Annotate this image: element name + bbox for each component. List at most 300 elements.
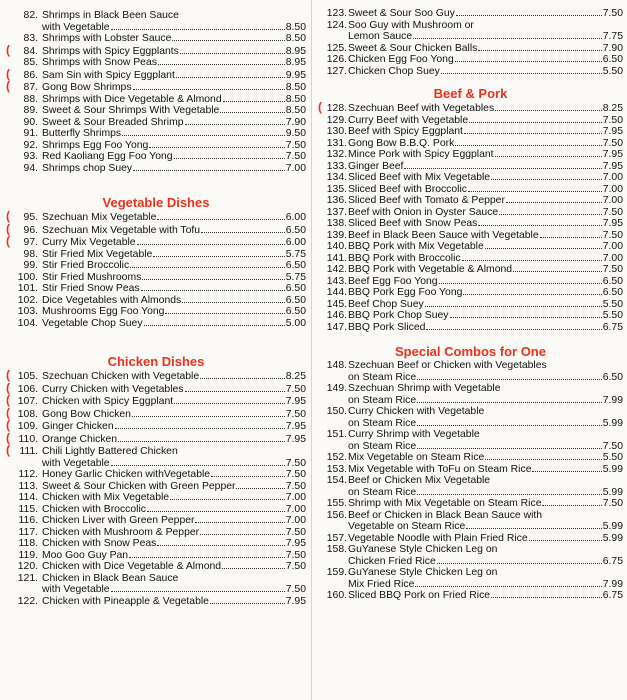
- item-number: 104.: [17, 317, 38, 329]
- item-number: 87.: [23, 82, 38, 93]
- menu-column-right: [318, 0, 623, 602]
- menu-item: [6, 33, 306, 45]
- dot-leader: [132, 415, 285, 417]
- item-name: Beef Chop Suey: [348, 298, 424, 310]
- item-name: Curry Chicken with Vegetable: [348, 406, 485, 417]
- item-price: 5.99: [602, 521, 623, 532]
- item-price: 7.50: [602, 206, 623, 218]
- dot-leader: [236, 487, 284, 489]
- menu-item: [6, 94, 306, 106]
- item-price: 6.50: [285, 306, 306, 317]
- item-number: 110.: [18, 433, 38, 445]
- item-price: 5.99: [602, 532, 623, 544]
- dot-leader: [165, 312, 284, 314]
- item-name: BBQ Pork with Mix Vegetable: [348, 241, 484, 252]
- item-price: 7.95: [285, 433, 306, 445]
- dot-leader: [129, 556, 285, 558]
- menu-item: [318, 287, 623, 299]
- item-price: 6.50: [602, 54, 623, 65]
- menu-item: [318, 498, 623, 510]
- item-number: 86.: [23, 69, 38, 81]
- dot-leader: [495, 109, 602, 111]
- item-number: 116.: [18, 515, 38, 526]
- item-name: Red Kaoliang Egg Foo Yong: [42, 151, 173, 162]
- item-name-continued: Chicken Fried Rice: [348, 555, 436, 567]
- dot-leader: [144, 324, 285, 326]
- item-number: 99.: [23, 260, 38, 271]
- dot-leader: [157, 544, 284, 546]
- item-name: Curry Beef with Vegetable: [348, 114, 469, 126]
- item-price: 7.00: [602, 241, 623, 252]
- dot-leader: [122, 134, 285, 136]
- column-divider: [311, 0, 312, 700]
- dot-leader: [417, 401, 602, 403]
- menu-item: [6, 236, 306, 249]
- item-name: Shrimps with Dice Vegetable & Almond: [42, 93, 222, 105]
- item-number: 83.: [23, 33, 38, 44]
- item-price: 5.75: [285, 248, 306, 260]
- item-number: 153.: [326, 463, 347, 475]
- item-price: 6.75: [602, 321, 623, 333]
- menu-item: [6, 117, 306, 129]
- item-number: 107.: [17, 396, 38, 407]
- menu-item: [6, 10, 306, 33]
- item-number: 130.: [326, 126, 347, 137]
- item-price: 8.50: [285, 21, 306, 33]
- item-name: Soo Guy with Mushroom or: [348, 19, 474, 31]
- item-name: Curry Mix Vegetable: [42, 237, 136, 248]
- menu-item: [318, 264, 623, 276]
- item-price: 7.50: [602, 114, 623, 126]
- vegetable-list: [6, 211, 306, 329]
- item-price: 7.75: [602, 31, 623, 42]
- item-name: Mushrooms Egg Foo Yong: [42, 306, 165, 317]
- item-number: 144.: [326, 287, 347, 298]
- menu-item: [6, 492, 306, 504]
- item-name: Mix Vegetable on Steam Rice: [348, 452, 485, 463]
- dot-leader: [211, 475, 285, 477]
- item-name: Stir Fried Mix Vegetable: [42, 248, 153, 260]
- item-name: Szechuan Shrimp with Vegetable: [348, 383, 501, 394]
- item-price: 5.75: [285, 271, 306, 283]
- menu-item: [318, 406, 623, 429]
- item-name: Chicken Liver with Green Pepper: [42, 515, 195, 526]
- item-price: 7.95: [602, 126, 623, 137]
- item-price: 5.50: [602, 452, 623, 463]
- item-name-continued: Lemon Sauce: [348, 31, 413, 42]
- dot-leader: [174, 157, 285, 159]
- item-name-continued: on Steam Rice: [348, 371, 417, 383]
- item-price: 5.99: [602, 417, 623, 429]
- item-price: 7.50: [602, 229, 623, 241]
- menu-item: [318, 429, 623, 452]
- item-price: 6.50: [602, 371, 623, 383]
- menu-item: [6, 469, 306, 481]
- item-price: 7.50: [285, 549, 306, 561]
- item-price: 5.00: [285, 317, 306, 329]
- item-name: BBQ Pork Egg Foo Yong: [348, 287, 463, 298]
- item-name: Chicken with Broccolic: [42, 503, 146, 515]
- item-number: 157.: [326, 532, 347, 544]
- item-name: Shrimp with Mix Vegetable on Steam Rice: [348, 498, 542, 509]
- dot-leader: [437, 562, 602, 564]
- item-price: 6.50: [285, 283, 306, 294]
- menu-item: [318, 360, 623, 383]
- item-price: 7.50: [285, 383, 306, 395]
- dot-leader: [456, 14, 602, 16]
- item-number: 128.: [326, 103, 347, 114]
- item-name: Sliced Beef with Mix Vegetable: [348, 172, 491, 183]
- spicy-marker-icon: (: [6, 368, 10, 382]
- item-name: Sweet & Sour Shrimps With Vegetable: [42, 105, 220, 116]
- item-number: 102.: [17, 294, 38, 306]
- item-price: 7.50: [602, 498, 623, 509]
- dot-leader: [468, 190, 602, 192]
- item-number: 98.: [23, 248, 38, 260]
- item-number: 119.: [18, 549, 38, 561]
- item-name-continued: Mix Fried Rice: [348, 578, 415, 590]
- menu-item: [6, 283, 306, 295]
- spicy-marker-icon: (: [6, 66, 10, 81]
- item-name: Sam Sin with Spicy Eggplant: [42, 69, 175, 81]
- dot-leader: [417, 493, 602, 495]
- dot-leader: [133, 169, 285, 171]
- dot-leader: [455, 60, 602, 62]
- item-name: Vegetable Noodle with Plain Fried Rice: [348, 532, 528, 544]
- item-number: 122.: [17, 595, 38, 607]
- item-number: 156.: [326, 509, 347, 521]
- dot-leader: [172, 39, 284, 41]
- dot-leader: [499, 213, 602, 215]
- shrimp-list: [6, 10, 306, 174]
- item-price: 7.99: [602, 578, 623, 590]
- item-number: 149.: [326, 383, 347, 394]
- item-price: 7.90: [285, 116, 306, 128]
- item-price: 7.95: [602, 160, 623, 172]
- item-number: 131.: [326, 137, 347, 149]
- dot-leader: [115, 427, 285, 429]
- dot-leader: [118, 440, 285, 442]
- dot-leader: [195, 521, 284, 523]
- dot-leader: [439, 282, 602, 284]
- item-price: 7.50: [602, 440, 623, 452]
- item-price: 7.50: [285, 139, 306, 151]
- dot-leader: [413, 37, 602, 39]
- top-list: [318, 8, 623, 77]
- spicy-marker-icon: (: [6, 221, 10, 236]
- dot-leader: [130, 266, 285, 268]
- chicken-list: [6, 370, 306, 607]
- item-name: Sweet & Sour Chicken with Green Pepper: [42, 480, 236, 492]
- dot-leader: [491, 178, 602, 180]
- item-name: Beef Egg Foo Yong: [348, 275, 438, 287]
- menu-item: [6, 163, 306, 175]
- dot-leader: [506, 201, 602, 203]
- dot-leader: [111, 590, 285, 592]
- item-price: 7.95: [285, 538, 306, 549]
- item-number: 89.: [23, 105, 38, 116]
- menu-item: [318, 590, 623, 602]
- item-number: 117.: [18, 526, 38, 538]
- item-number: 142.: [326, 264, 347, 275]
- item-number: 140.: [326, 241, 347, 252]
- menu-item: [6, 405, 306, 421]
- menu-item: [318, 533, 623, 545]
- item-price: 7.95: [602, 218, 623, 229]
- item-name: Dice Vegetables with Almonds: [42, 294, 182, 306]
- menu-item: [6, 295, 306, 307]
- item-number: 97.: [23, 237, 38, 248]
- item-price: 7.95: [285, 595, 306, 607]
- item-price: 7.95: [602, 149, 623, 160]
- menu-item: [6, 249, 306, 261]
- item-number: 111.: [19, 446, 38, 457]
- dot-leader: [478, 224, 601, 226]
- item-price: 6.75: [602, 555, 623, 567]
- item-number: 112.: [18, 469, 38, 480]
- menu-item: [318, 510, 623, 533]
- menu-item: [6, 211, 306, 224]
- item-name: Chicken with Mushroom & Pepper: [42, 526, 200, 538]
- item-number: 91.: [23, 128, 38, 139]
- menu-item: [318, 475, 623, 498]
- item-name: Moo Goo Guy Pan: [42, 549, 129, 561]
- menu-item: [318, 43, 623, 55]
- item-name: Chicken Egg Foo Yong: [348, 54, 454, 65]
- item-number: 145.: [326, 298, 347, 310]
- menu-item: [6, 221, 306, 237]
- dot-leader: [200, 533, 285, 535]
- menu-item: [318, 322, 623, 334]
- item-number: 147.: [326, 321, 347, 333]
- item-price: 6.00: [285, 237, 306, 248]
- item-number: 108.: [17, 408, 38, 420]
- item-price: 7.50: [285, 151, 306, 162]
- item-name: Beef with Spicy Eggplant: [348, 126, 463, 137]
- item-name: Shrimps with Snow Peas: [42, 57, 157, 68]
- item-number: 94.: [23, 162, 38, 174]
- dot-leader: [111, 28, 285, 30]
- item-name: Shrimps with Lobster Sauce: [42, 33, 172, 44]
- item-name: Sliced Beef with Broccolic: [348, 183, 467, 195]
- dot-leader: [182, 301, 285, 303]
- item-name: Shrimps with Spicy Eggplants: [42, 45, 179, 57]
- menu-item: [318, 115, 623, 127]
- item-number: 118.: [18, 538, 38, 549]
- item-name: Chicken with Dice Vegetable & Almond: [42, 561, 222, 572]
- menu-item: [6, 140, 306, 152]
- item-number: 115.: [18, 503, 38, 515]
- menu-item: [318, 8, 623, 20]
- item-price: 8.50: [285, 93, 306, 105]
- item-name: Curry Shrimp with Vegetable: [348, 429, 480, 440]
- item-price: 6.50: [285, 294, 306, 306]
- dot-leader: [491, 596, 602, 598]
- item-name-continued: with Vegetable: [42, 21, 110, 33]
- dot-leader: [426, 328, 601, 330]
- menu-item: [318, 172, 623, 184]
- item-name-continued: Vegetable on Steam Rice: [348, 521, 466, 532]
- item-number: 105.: [17, 371, 38, 382]
- menu-item: [318, 310, 623, 322]
- item-price: 8.95: [285, 57, 306, 68]
- item-price: 7.90: [602, 42, 623, 54]
- item-price: 7.50: [285, 457, 306, 469]
- item-name-continued: on Steam Rice: [348, 417, 417, 429]
- item-number: 113.: [18, 480, 38, 492]
- item-number: 125.: [326, 42, 347, 54]
- item-name: Beef or Chicken in Black Bean Sauce with: [348, 509, 543, 521]
- item-number: 152.: [326, 452, 347, 463]
- dot-leader: [417, 378, 602, 380]
- dot-leader: [111, 464, 285, 466]
- dot-leader: [147, 510, 285, 512]
- item-number: 126.: [326, 54, 347, 65]
- menu-item: [6, 573, 306, 596]
- combo-list: [318, 360, 623, 602]
- menu-item: [318, 207, 623, 219]
- menu-item: [6, 81, 306, 94]
- item-name: Chicken with Mix Vegetable: [42, 492, 170, 503]
- item-number: 124.: [326, 19, 347, 31]
- menu-item: [318, 452, 623, 464]
- item-number: 133.: [326, 160, 347, 172]
- spicy-marker-icon: (: [6, 405, 10, 420]
- dot-leader: [176, 76, 285, 78]
- item-price: 9.50: [285, 128, 306, 139]
- dot-leader: [529, 539, 602, 541]
- menu-item: [318, 241, 623, 253]
- dot-leader: [478, 49, 601, 51]
- menu-item: [6, 306, 306, 318]
- item-price: 6.00: [285, 212, 306, 223]
- section-title-vegetable: Vegetable Dishes: [102, 195, 210, 210]
- spicy-marker-icon: (: [6, 380, 10, 395]
- item-name: Mince Pork with Spicy Eggplant: [348, 149, 494, 160]
- menu-item: [318, 20, 623, 43]
- menu-item: [6, 105, 306, 117]
- item-name: Chicken Chop Suey: [348, 65, 440, 77]
- item-price: 5.50: [602, 65, 623, 77]
- item-number: 155.: [326, 498, 347, 509]
- item-name: BBQ Pork with Vegetable & Almond: [348, 264, 513, 275]
- spicy-marker-icon: (: [6, 234, 10, 248]
- beef-pork-list: [318, 102, 623, 333]
- menu-item: [318, 54, 623, 66]
- menu-item: [6, 538, 306, 550]
- item-price: 5.50: [602, 298, 623, 310]
- item-name: Szechuan Mix Vegetable with Tofu: [42, 224, 201, 236]
- item-number: 141.: [326, 252, 347, 264]
- item-price: 7.00: [285, 515, 306, 526]
- item-name-continued: on Steam Rice: [348, 486, 417, 498]
- item-name: Chicken in Black Bean Sauce: [42, 572, 179, 584]
- item-name: Shrimps Egg Foo Yong: [42, 139, 149, 151]
- menu-item: [318, 184, 623, 196]
- dot-leader: [485, 458, 601, 460]
- item-name: Stir Fried Snow Peas: [42, 283, 140, 294]
- dot-leader: [462, 259, 602, 261]
- item-number: 100.: [17, 271, 38, 283]
- menu-item: [6, 481, 306, 493]
- item-name: Chicken with Pineapple & Vegetable: [42, 595, 209, 607]
- item-price: 7.00: [602, 172, 623, 183]
- dot-leader: [485, 247, 602, 249]
- item-number: 159.: [326, 567, 347, 578]
- item-price: 7.50: [602, 137, 623, 149]
- dot-leader: [495, 155, 602, 157]
- menu-item: [318, 66, 623, 78]
- item-name: Sweet & Sour Soo Guy: [348, 8, 455, 19]
- menu-item: [6, 515, 306, 527]
- item-number: 129.: [326, 114, 347, 126]
- item-price: 7.50: [285, 561, 306, 572]
- dot-leader: [455, 144, 602, 146]
- dot-leader: [158, 63, 285, 65]
- menu-item: [6, 370, 306, 383]
- item-price: 5.50: [602, 310, 623, 321]
- spicy-marker-icon: (: [6, 42, 10, 57]
- item-name: Beef in Black Been Sauce with Vegetable: [348, 229, 539, 241]
- item-number: 120.: [17, 561, 38, 572]
- menu-item: [6, 66, 306, 82]
- item-name: Shrimps in Black Been Sauce: [42, 10, 179, 21]
- item-name: Beef or Chicken Mix Vegetable: [348, 475, 491, 486]
- menu-item: [6, 42, 306, 58]
- item-number: 121.: [17, 572, 38, 584]
- item-name-continued: on Steam Rice: [348, 440, 417, 452]
- menu-item: [318, 383, 623, 406]
- menu-item: [6, 151, 306, 163]
- menu-item: [318, 299, 623, 311]
- menu-item: [6, 380, 306, 396]
- item-name: BBQ Pork Chop Suey: [348, 310, 449, 321]
- dot-leader: [222, 567, 285, 569]
- item-price: 7.50: [285, 526, 306, 538]
- dot-leader: [174, 402, 285, 404]
- menu-item: [318, 195, 623, 207]
- spicy-marker-icon: (: [6, 209, 10, 223]
- item-price: 5.99: [602, 463, 623, 475]
- item-price: 7.00: [602, 183, 623, 195]
- item-name: Honey Garlic Chicken withVegetable: [42, 469, 211, 480]
- item-name: Mix Vegetable with ToFu on Steam Rice: [348, 463, 532, 475]
- dot-leader: [200, 377, 285, 379]
- item-name: Stir Fried Broccolic: [42, 260, 130, 271]
- item-name: Szechuan Beef or Chicken with Vegetables: [348, 360, 547, 371]
- menu-item: [6, 430, 306, 446]
- item-price: 7.50: [285, 408, 306, 420]
- dot-leader: [404, 167, 601, 169]
- item-number: 127.: [326, 65, 347, 77]
- dot-leader: [180, 52, 285, 54]
- item-price: 8.50: [285, 82, 306, 93]
- item-number: 82.: [23, 10, 38, 21]
- item-price: 6.50: [285, 260, 306, 271]
- spicy-marker-icon: (: [6, 418, 10, 432]
- section-title-beef-pork: Beef & Pork: [433, 86, 508, 101]
- menu-item: [318, 149, 623, 161]
- item-number: 136.: [326, 195, 347, 206]
- menu-item: [6, 445, 306, 469]
- menu-item: [6, 128, 306, 140]
- item-number: 143.: [326, 275, 347, 287]
- item-price: 6.50: [602, 275, 623, 287]
- item-price: 8.95: [285, 45, 306, 57]
- item-price: 9.95: [285, 69, 306, 81]
- item-name: Beef with Onion in Oyster Sauce: [348, 206, 499, 218]
- item-price: 7.00: [602, 195, 623, 206]
